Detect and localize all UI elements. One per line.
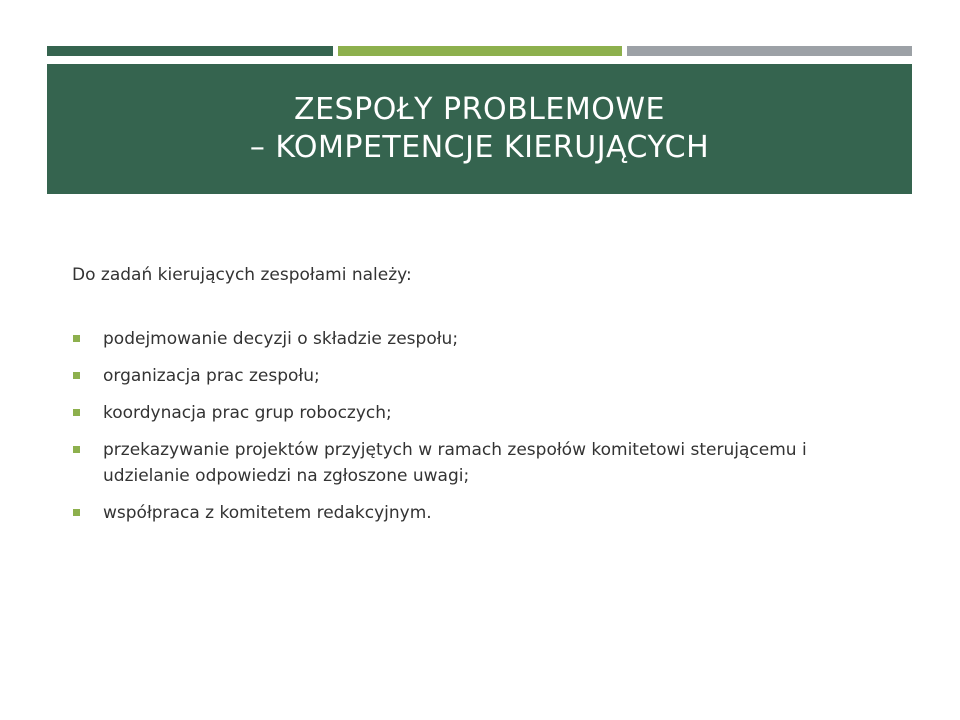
bullet-item bbox=[72, 500, 872, 526]
square-bullet-icon bbox=[73, 446, 80, 453]
bullet-item bbox=[72, 326, 872, 352]
bullet-item bbox=[72, 363, 872, 389]
title-band bbox=[47, 64, 912, 194]
bullet-text: współpraca z komitetem redakcyjnym. bbox=[103, 503, 432, 523]
accent-bar-light-green bbox=[338, 46, 622, 56]
slide-title-line-1: ZESPOŁY PROBLEMOWE bbox=[294, 92, 665, 127]
bullet-list bbox=[72, 326, 872, 526]
square-bullet-icon bbox=[73, 335, 80, 342]
bullet-item bbox=[72, 437, 872, 489]
accent-bar-dark-green bbox=[47, 46, 333, 56]
slide-title-line-2: – KOMPETENCJE KIERUJĄCYCH bbox=[249, 130, 710, 165]
square-bullet-icon bbox=[73, 372, 80, 379]
bullet-text: przekazywanie projektów przyjętych w ramach zespołów komitetowi sterującemu i udzielanie odpowiedzi na zgłoszone uwagi; bbox=[103, 440, 807, 486]
square-bullet-icon bbox=[73, 409, 80, 416]
bullet-text: koordynacja prac grup roboczych; bbox=[103, 403, 392, 423]
intro-text: Do zadań kierujących zespołami należy: bbox=[72, 265, 412, 285]
bullet-text: organizacja prac zespołu; bbox=[103, 366, 320, 386]
accent-bar-gray bbox=[627, 46, 912, 56]
bullet-item bbox=[72, 400, 872, 426]
square-bullet-icon bbox=[73, 509, 80, 516]
bullet-text: podejmowanie decyzji o składzie zespołu; bbox=[103, 329, 459, 349]
slide-content bbox=[72, 262, 872, 537]
